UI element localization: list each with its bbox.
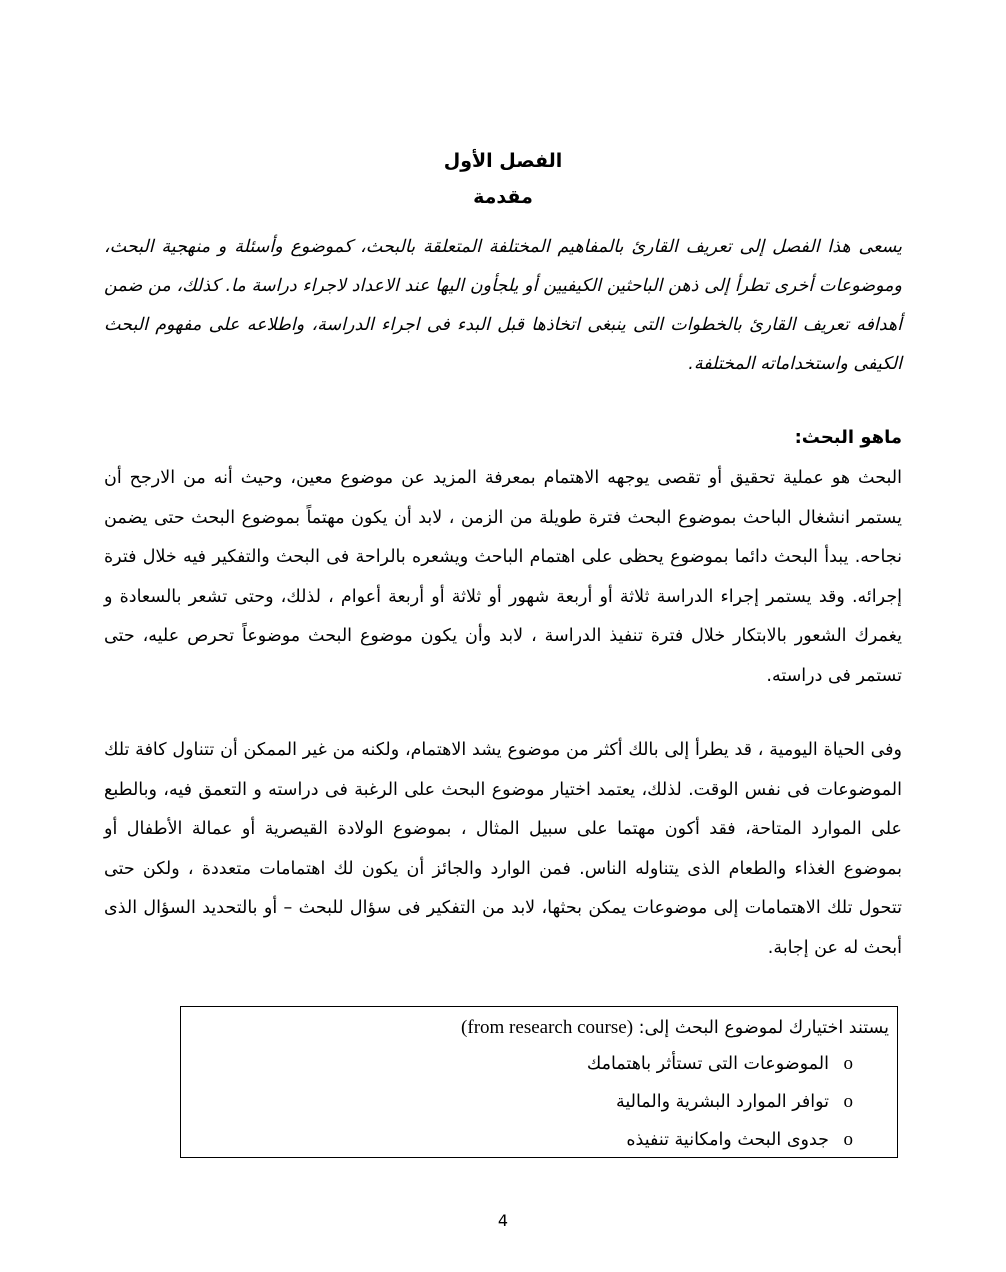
callout-lead [189,1011,889,1045]
list-item-text: جدوى البحث وامكانية تنفيذه [626,1130,829,1150]
document-page [104,0,902,1272]
body-paragraph-2: وفى الحياة اليومية ، قد يطرأ إلى بالك أكثر من موضوع يشد الاهتمام، ولكنه من غير الممكن أن تتناول كافة تلك الموضوعات فى نفس الوقت. لذلك، يعتمد اختيار موضوع البحث على الرغبة فى دراسته و التعمق فيه، وبالطبع على الموارد المتاحة، فقد أكون مهتما على سبيل المثال ، بموضوع الولادة القيصرية أو عمالة الأطفال أو بموضوع الغذاء والطعام الذى يتناوله الناس. فمن الوارد والجائز أن يكون لك اهتمامات متعددة ، ولكن حتى تتحول تلك الاهتمامات إلى موضوعات يمكن بحثها، لابد من التفكير فى سؤال للبحث – أو بالتحديد السؤال الذى أبحث له عن إجابة. [104,740,902,958]
intro-paragraph: يسعى هذا الفصل إلى تعريف القارئ بالمفاهيم المختلفة المتعلقة بالبحث، كموضوع وأسئلة و منهجية البحث، وموضوعات أخرى تطرأ إلى ذهن الباحثين الكيفيين أو يلجأون اليها عند الاعداد لاجراء دراسة ما. كذلك، من ضمن أهدافه تعريف القارئ بالخطوات التى ينبغى اتخاذها قبل البدء فى اجراء الدراسة، واطلاعه على مفهوم البحث الكيفى واستخداماته المختلفة. [104,237,902,374]
body-paragraph-1: البحث هو عملية تحقيق أو تقصى يوجهه الاهتمام بمعرفة المزيد عن موضوع معين، وحيث أنه من الارجح أن يستمر انشغال الباحث بموضوع البحث فترة طويلة من الزمن ، لابد أن يكون مهتماً بموضوع البحث حتى يضمن نجاحه. يبدأ البحث دائما بموضوع يحظى على اهتمام الباحث ويشعره بالراحة فى البحث والتفكير فيه خلال فترة إجرائه. وقد يستمر إجراء الدراسة ثلاثة أو أربعة شهور أو ثلاثة أو أربعة أعوام ، لذلك، وحتى تشعر بالسعادة و يغمرك الشعور بالابتكار خلال فترة تنفيذ الدراسة ، لابد وأن يكون موضوع البحث موضوعاً تحرص عليه، حتى تستمر فى دراسته. [104,468,902,686]
chapter-subtitle: مقدمة [473,186,533,208]
callout-source: (from research course) [461,1017,634,1038]
hollow-bullet-icon: o [843,1053,853,1074]
hollow-bullet-icon: o [843,1091,853,1112]
list-item [189,1045,853,1083]
list-item-text: الموضوعات التى تستأثر باهتمامك [586,1054,829,1074]
list-item [189,1083,853,1121]
callout-list [189,1045,889,1159]
list-item [189,1121,853,1159]
page-number: 4 [497,1211,509,1230]
section-heading: ماهو البحث: [794,427,902,448]
callout-box [180,1006,898,1158]
callout-lead-text: يستند اختيارك لموضوع البحث إلى: [638,1018,889,1038]
list-item-text: توافر الموارد البشرية والمالية [615,1092,829,1112]
hollow-bullet-icon: o [843,1129,853,1150]
chapter-title: الفصل الأول [443,150,563,172]
